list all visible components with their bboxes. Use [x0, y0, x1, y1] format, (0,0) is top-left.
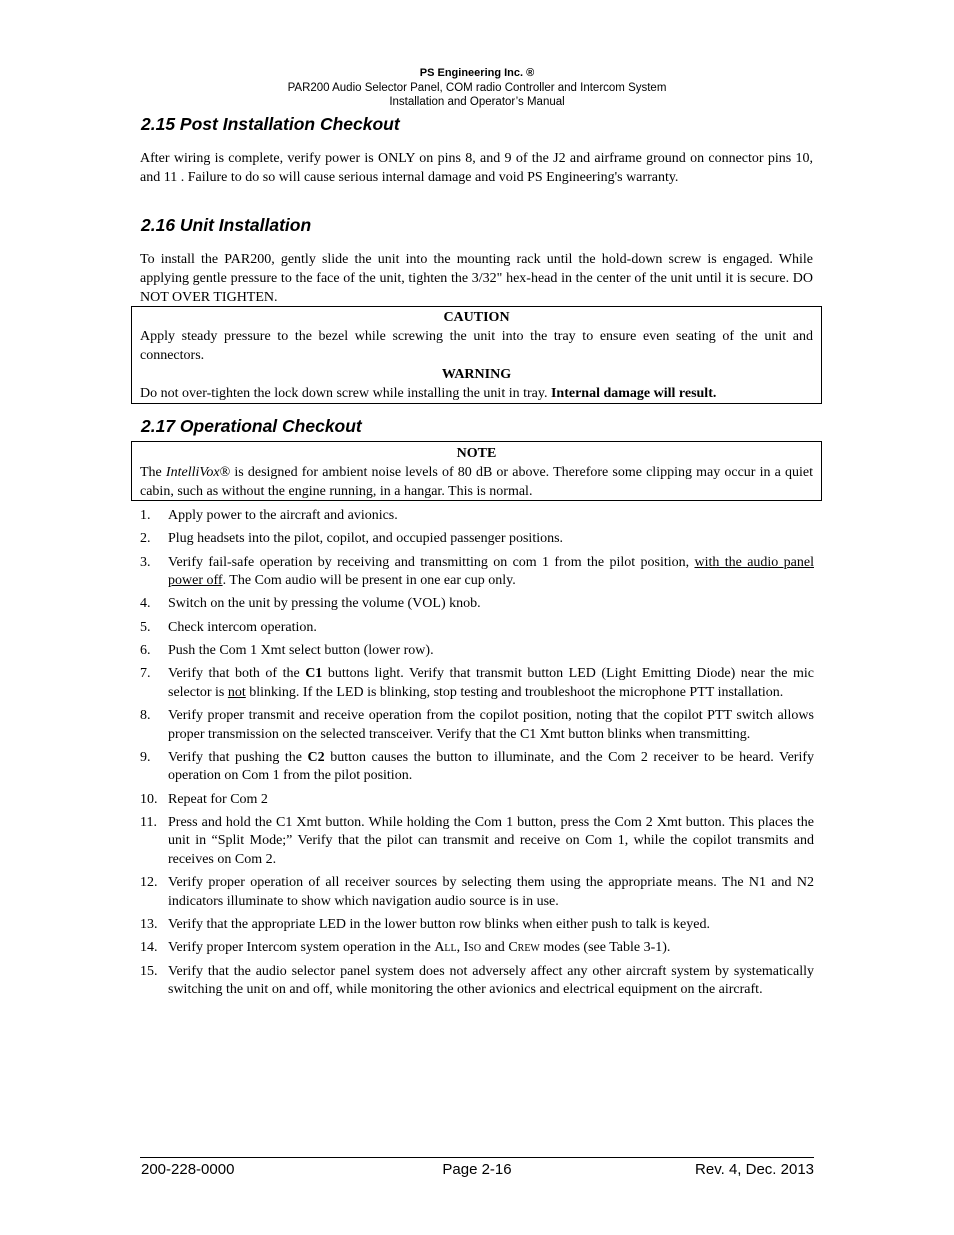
note-box — [131, 441, 822, 501]
list-item: 14. Verify proper Intercom system operation in the All, Iso and Crew modes (see Table 3-1). — [140, 940, 671, 956]
section-2-16-heading: 2.16 Unit Installation — [141, 215, 312, 235]
list-item: 7. Verify that both of the C1 buttons light. Verify that transmit button LED (Light Emitting Diode) near the mic selector is not blinking. If the LED is blinking, stop testing and troubleshoot the microphone PTT installation. — [140, 666, 814, 700]
warning-bold: Internal damage will result. — [550, 386, 717, 401]
section-2-16-body: To install the PAR200, gently slide the unit into the mounting rack until the hold-down screw is engaged. While applying gentle pressure to the face of the unit, tighten the 3/32" hex-head in the center of the unit until it is secure. DO NOT OVER TIGHTEN. — [140, 252, 813, 305]
caution-text: Apply steady pressure to the bezel while screwing the unit into the tray to ensure even seating of the unit and connectors. — [140, 329, 813, 363]
warning-text: Do not over-tighten the lock down screw while installing the unit in tray. Internal damage will result. — [140, 386, 717, 401]
note-title: NOTE — [456, 446, 497, 461]
list-item: 5. Check intercom operation. — [140, 619, 317, 635]
list-item: 1. Apply power to the aircraft and avionics. — [140, 508, 398, 523]
list-item: 2. Plug headsets into the pilot, copilot, and occupied passenger positions. — [140, 531, 564, 547]
section-2-15-heading: 2.15 Post Installation Checkout — [141, 114, 400, 134]
section-2-17-heading: 2.17 Operational Checkout — [141, 416, 362, 436]
note-text: The IntelliVox® is designed for ambient noise levels of 80 dB or above. Therefore some clipping may occur in a quiet cabin, such as without the engine running, in a hangar. This is normal. — [140, 465, 814, 499]
footer-page-number: Page 2-16 — [442, 1161, 512, 1178]
list-item: 10. Repeat for Com 2 — [140, 791, 268, 807]
footer-revision: Rev. 4, Dec. 2013 — [695, 1161, 814, 1178]
list-item: 12. Verify proper operation of all receiver sources by selecting them using the appropriate means. The N1 and N2 indicators illuminate to show which navigation audio source is in use. — [140, 875, 814, 909]
footer-rule — [140, 1157, 814, 1158]
warning-title: WARNING — [441, 367, 512, 382]
list-item: 6. Push the Com 1 Xmt select button (lower row). — [140, 642, 434, 658]
list-item: 9. Verify that pushing the C2 button causes the button to illuminate, and the Com 2 receiver to be heard. Verify operation on Com 1 from the pilot position. — [140, 749, 815, 784]
list-item: 3. Verify fail-safe operation by receiving and transmitting on com 1 from the pilot position, with the audio panel power off. The Com audio will be present in one ear cup only. — [140, 554, 814, 589]
header-manual: Installation and Operator’s Manual — [389, 96, 565, 108]
caution-title: CAUTION — [443, 310, 510, 325]
header-company: PS Engineering Inc. ® — [419, 67, 535, 79]
checkout-steps — [140, 507, 814, 1004]
list-item: 11. Press and hold the C1 Xmt button. While holding the Com 1 button, press the Com 2 Xmt button. This places the unit in “Split Mode;” Verify that the pilot can transmit and receive on Com 1, while the copilot transmits and receives on Com 2. — [140, 814, 814, 867]
list-item: 8. Verify proper transmit and receive operation from the copilot position, noting that the copilot PTT switch allows proper transmission on the selected transceiver. Verify that the C1 Xmt button blinks when transmitting. — [140, 708, 814, 742]
list-item: 4. Switch on the unit by pressing the volume (VOL) knob. — [140, 596, 481, 612]
header-product: PAR200 Audio Selector Panel, COM radio Controller and Intercom System — [287, 82, 667, 94]
list-item: 15. Verify that the audio selector panel system does not adversely affect any other aircraft system by systematically switching the unit on and off, while monitoring the other avionics and electrical equipment on the aircraft. — [140, 963, 814, 998]
section-2-15-body: After wiring is complete, verify power is ONLY on pins 8, and 9 of the J2 and airframe ground on connector pins 10, and 11 . Failure to do so will cause serious internal damage and void PS Engineering's warranty. — [140, 151, 813, 185]
list-item: 13. Verify that the appropriate LED in the lower button row blinks when either push to talk is keyed. — [140, 917, 710, 933]
caution-warning-box — [131, 306, 822, 404]
footer-doc-number: 200-228-0000 — [141, 1161, 235, 1178]
